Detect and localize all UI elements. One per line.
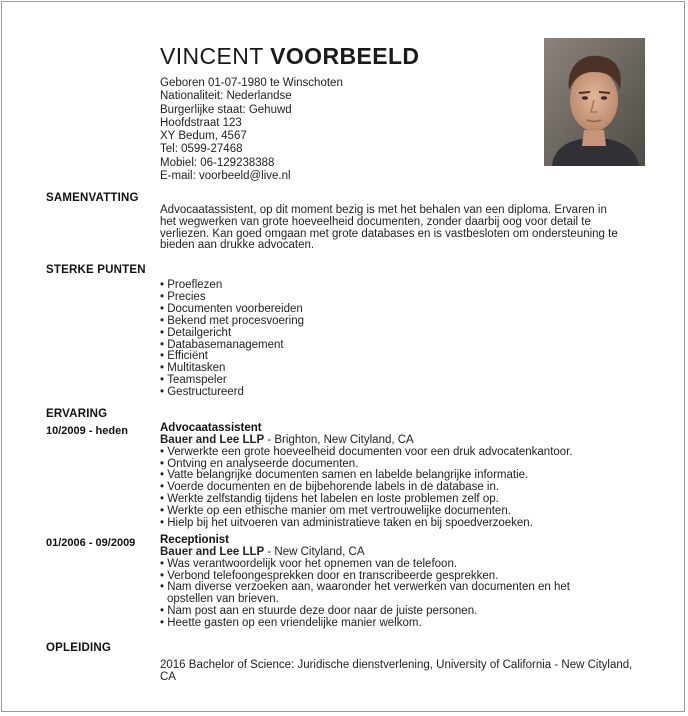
duty-item: • Vatte belangrijke documenten samen en labelde belangrijke informatie. bbox=[160, 470, 650, 482]
summary-line: het wegwerken van grote hoeveelheid documenten, zonder daarbij oog voor detail te bbox=[160, 215, 591, 228]
duty-item: • Nam diverse verzoeken aan, waaronder het verwerken van documenten en het opstellen van brieven. bbox=[160, 582, 606, 606]
job-location: - New Cityland, CA bbox=[264, 545, 365, 558]
job-entry bbox=[160, 535, 650, 630]
job-location: - Brighton, New Cityland, CA bbox=[264, 433, 414, 446]
duty-item: • Verwerkte een grote hoeveelheid documenten voor een druk advocatenkantoor. bbox=[160, 447, 650, 459]
skill-item: • Databasemanagement bbox=[160, 340, 650, 352]
street-address: Hoofdstraat 123 bbox=[160, 116, 242, 129]
education-heading: OPLEIDING bbox=[46, 642, 112, 654]
duty-item: • Nam post aan en stuurde deze door naar de juiste personen. bbox=[160, 606, 606, 618]
skill-item: • Multitasken bbox=[160, 363, 650, 375]
duty-item: • Verbond telefoongesprekken door en transcribeerde gesprekken. bbox=[160, 571, 606, 583]
job-entry bbox=[160, 423, 650, 530]
postal-city: XY Bedum, 4567 bbox=[160, 130, 247, 143]
duty-item: • Was verantwoordelijk voor het opnemen van de telefoon. bbox=[160, 559, 606, 571]
job-role: Receptionist bbox=[160, 534, 230, 546]
job-dates: 01/2006 - 09/2009 bbox=[46, 537, 136, 549]
education-entry bbox=[160, 659, 650, 684]
job-employer-line bbox=[160, 435, 650, 447]
experience-heading: ERVARING bbox=[46, 408, 108, 420]
skills-list bbox=[160, 280, 650, 399]
summary-text bbox=[160, 205, 650, 252]
summary-heading: SAMENVATTING bbox=[46, 192, 139, 204]
duty-item: • Ontving en analyseerde documenten. bbox=[160, 459, 650, 471]
skill-item: • Documenten voorbereiden bbox=[160, 304, 650, 316]
first-name: VINCENT bbox=[160, 43, 264, 69]
mobile: Mobiel: 06-129238388 bbox=[160, 156, 275, 169]
job-role: Advocaatassistent bbox=[160, 422, 262, 434]
email: E-mail: voorbeeld@live.nl bbox=[160, 170, 291, 183]
skill-item: • Efficiënt bbox=[160, 351, 650, 363]
phone: Tel: 0599-27468 bbox=[160, 143, 243, 156]
job-dates: 10/2009 - heden bbox=[46, 425, 128, 437]
contact-details bbox=[160, 77, 343, 183]
last-name: VOORBEELD bbox=[270, 43, 420, 69]
job-duties bbox=[160, 559, 606, 630]
skills-heading: STERKE PUNTEN bbox=[46, 264, 146, 276]
skill-item: • Detailgericht bbox=[160, 328, 650, 340]
duty-item: • Heette gasten op een vriendelijke manier welkom. bbox=[160, 618, 606, 630]
marital-status: Burgerlijke staat: Gehuwd bbox=[160, 103, 292, 116]
profile-photo bbox=[544, 38, 645, 166]
summary-line: bieden aan drukke advocaten. bbox=[160, 239, 315, 252]
skill-item: • Proeflezen bbox=[160, 280, 650, 292]
skill-item: • Bekend met procesvoering bbox=[160, 316, 650, 328]
resume-page bbox=[1, 1, 685, 712]
birth-info: Geboren 01-07-1980 te Winschoten bbox=[160, 77, 343, 89]
duty-item: • Hielp bij het uitvoeren van administratieve taken en bij spoedverzoeken. bbox=[160, 518, 650, 530]
employer-name: Bauer and Lee LLP bbox=[160, 545, 265, 558]
nationality: Nationaliteit: Nederlandse bbox=[160, 90, 292, 103]
duty-item: • Werkte op een ethische manier om met vertrouwelijke documenten. bbox=[160, 506, 650, 518]
education-line: 2016 Bachelor of Science: Juridische dienstverlening, University of California - New Cityland, bbox=[160, 659, 633, 671]
summary-line: verliezen. Kan goed omgaan met grote databases en is vastbesloten om ondersteuning te bbox=[160, 227, 618, 240]
duty-item: • Voerde documenten en de bijbehorende labels in de database in. bbox=[160, 482, 650, 494]
skill-item: • Teamspeler bbox=[160, 375, 650, 387]
summary-line: Advocaatassistent, op dit moment bezig is met het behalen van een diploma. Ervaren in bbox=[160, 204, 607, 216]
skill-item: • Gestructureerd bbox=[160, 387, 650, 399]
employer-name: Bauer and Lee LLP bbox=[160, 433, 265, 446]
skill-item: • Precies bbox=[160, 292, 650, 304]
candidate-name bbox=[160, 43, 419, 70]
job-duties bbox=[160, 447, 650, 530]
job-employer-line bbox=[160, 547, 650, 559]
duty-item: • Werkte zelfstandig tijdens het labelen en loste problemen zelf op. bbox=[160, 494, 650, 506]
education-line: CA bbox=[160, 671, 176, 684]
